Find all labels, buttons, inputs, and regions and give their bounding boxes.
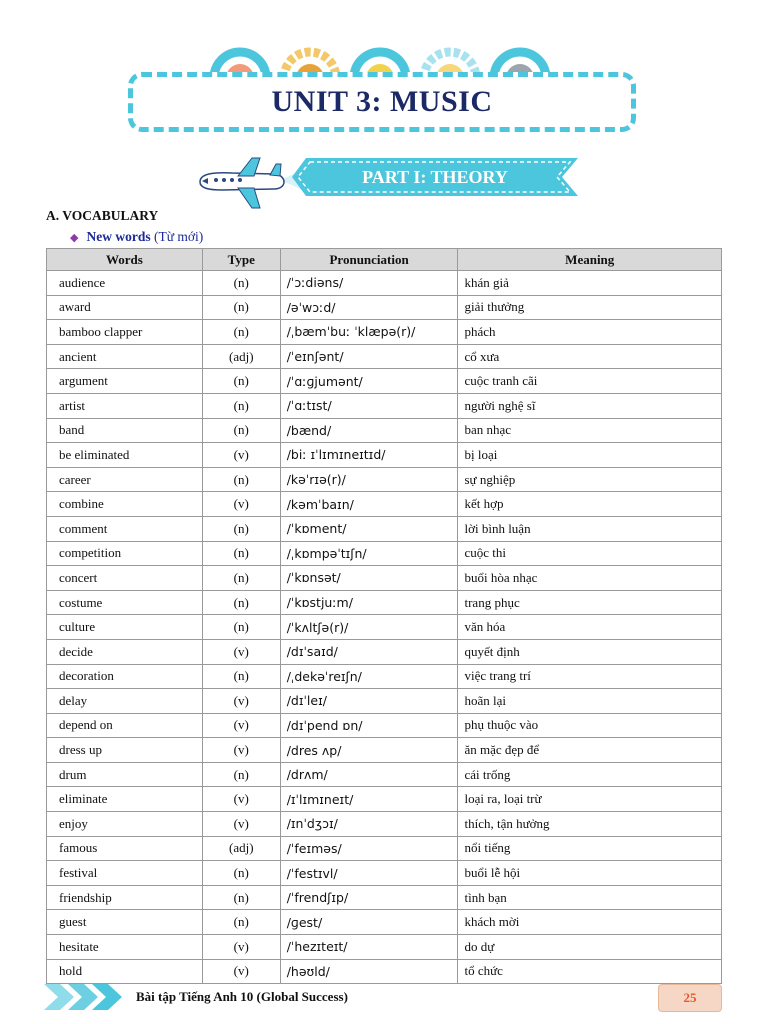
cell-word: hesitate — [47, 935, 203, 960]
cell-word: combine — [47, 492, 203, 517]
cell-pronunciation: /ˌkɒmpəˈtɪʃn/ — [280, 541, 458, 566]
cell-word: decoration — [47, 664, 203, 689]
cell-word: dress up — [47, 738, 203, 763]
cell-pronunciation: /ˈkɒment/ — [280, 516, 458, 541]
cell-type: (v) — [202, 639, 280, 664]
table-row — [47, 738, 722, 763]
cell-word: award — [47, 295, 203, 320]
cell-pronunciation: /ɪnˈdʒɔɪ/ — [280, 812, 458, 837]
cell-type: (n) — [202, 590, 280, 615]
cell-word: band — [47, 418, 203, 443]
cell-pronunciation: /ˈeɪnʃənt/ — [280, 344, 458, 369]
cell-pronunciation: /dɪˈleɪ/ — [280, 689, 458, 714]
cell-word: be eliminated — [47, 443, 203, 468]
cell-word: artist — [47, 393, 203, 418]
cell-type: (n) — [202, 664, 280, 689]
cell-word: decide — [47, 639, 203, 664]
cell-word: career — [47, 467, 203, 492]
cell-type: (v) — [202, 713, 280, 738]
cell-meaning: trang phục — [458, 590, 722, 615]
table-row — [47, 590, 722, 615]
table-row — [47, 566, 722, 591]
table-row — [47, 541, 722, 566]
cell-type: (n) — [202, 615, 280, 640]
table-row — [47, 935, 722, 960]
cell-pronunciation: /ˈkɒnsət/ — [280, 566, 458, 591]
cell-type: (n) — [202, 271, 280, 296]
cell-pronunciation: /ˈɑːtɪst/ — [280, 393, 458, 418]
cell-type: (n) — [202, 418, 280, 443]
cell-type: (v) — [202, 935, 280, 960]
cell-pronunciation: /biː ɪˈlɪmɪneɪtɪd/ — [280, 443, 458, 468]
table-row — [47, 836, 722, 861]
cell-type: (n) — [202, 516, 280, 541]
cell-meaning: ăn mặc đẹp để — [458, 738, 722, 763]
page-number: 25 — [658, 984, 722, 1012]
cell-meaning: cổ xưa — [458, 344, 722, 369]
header-pronunciation: Pronunciation — [280, 249, 458, 271]
cell-type: (n) — [202, 566, 280, 591]
cell-meaning: do dự — [458, 935, 722, 960]
cell-word: concert — [47, 566, 203, 591]
cell-pronunciation: /əˈwɔːd/ — [280, 295, 458, 320]
cell-word: bamboo clapper — [47, 320, 203, 345]
cell-pronunciation: /ˈfrendʃɪp/ — [280, 885, 458, 910]
cell-meaning: buổi hòa nhạc — [458, 566, 722, 591]
cell-pronunciation: /ˌbæmˈbuː ˈklæpə(r)/ — [280, 320, 458, 345]
cell-type: (v) — [202, 787, 280, 812]
cell-type: (n) — [202, 295, 280, 320]
cell-pronunciation: /dres ʌp/ — [280, 738, 458, 763]
cell-meaning: phách — [458, 320, 722, 345]
cell-pronunciation: /ˈkʌltʃə(r)/ — [280, 615, 458, 640]
footer-book-title: Bài tập Tiếng Anh 10 (Global Success) — [136, 989, 348, 1004]
table-row — [47, 344, 722, 369]
cell-word: ancient — [47, 344, 203, 369]
cell-word: culture — [47, 615, 203, 640]
table-row — [47, 492, 722, 517]
cell-meaning: cuộc thi — [458, 541, 722, 566]
cell-type: (adj) — [202, 836, 280, 861]
cell-pronunciation: /ɪˈlɪmɪneɪt/ — [280, 787, 458, 812]
cell-word: argument — [47, 369, 203, 394]
cell-word: comment — [47, 516, 203, 541]
cell-meaning: người nghệ sĩ — [458, 393, 722, 418]
part-banner — [292, 156, 578, 198]
cell-word: competition — [47, 541, 203, 566]
unit-title-box — [128, 72, 636, 132]
cell-meaning: thích, tận hưởng — [458, 812, 722, 837]
cell-meaning: buổi lễ hội — [458, 861, 722, 886]
cell-pronunciation: /dɪˈpend ɒn/ — [280, 713, 458, 738]
new-words-label: New words — [86, 229, 151, 244]
cell-type: (v) — [202, 959, 280, 984]
cell-pronunciation: /ˈfestɪvl/ — [280, 861, 458, 886]
cell-word: festival — [47, 861, 203, 886]
cell-type: (n) — [202, 885, 280, 910]
cell-word: drum — [47, 762, 203, 787]
cell-meaning: loại ra, loại trừ — [458, 787, 722, 812]
section-heading: A. VOCABULARY — [46, 208, 159, 223]
table-row — [47, 885, 722, 910]
table-header-row — [47, 249, 722, 271]
table-row — [47, 787, 722, 812]
table-row — [47, 271, 722, 296]
cell-meaning: cái trống — [458, 762, 722, 787]
table-row — [47, 861, 722, 886]
table-row — [47, 762, 722, 787]
subheading — [70, 229, 203, 245]
vocabulary-table — [46, 248, 722, 984]
cell-type: (n) — [202, 369, 280, 394]
table-row — [47, 910, 722, 935]
cell-meaning: quyết định — [458, 639, 722, 664]
cell-word: eliminate — [47, 787, 203, 812]
table-row — [47, 369, 722, 394]
cell-meaning: việc trang trí — [458, 664, 722, 689]
table-row — [47, 664, 722, 689]
table-row — [47, 639, 722, 664]
cell-word: enjoy — [47, 812, 203, 837]
cell-meaning: khách mời — [458, 910, 722, 935]
cell-meaning: giải thưởng — [458, 295, 722, 320]
cell-type: (v) — [202, 443, 280, 468]
cell-word: delay — [47, 689, 203, 714]
cell-pronunciation: /kəmˈbaɪn/ — [280, 492, 458, 517]
cell-pronunciation: /ˈfeɪməs/ — [280, 836, 458, 861]
cell-type: (n) — [202, 467, 280, 492]
footer-arrows-icon — [44, 982, 130, 1012]
cell-word: guest — [47, 910, 203, 935]
cell-pronunciation: /ˈkɒstjuːm/ — [280, 590, 458, 615]
cell-pronunciation: /ɡest/ — [280, 910, 458, 935]
cell-type: (n) — [202, 320, 280, 345]
cell-meaning: khán giả — [458, 271, 722, 296]
header-type: Type — [202, 249, 280, 271]
table-row — [47, 615, 722, 640]
cell-type: (adj) — [202, 344, 280, 369]
cell-type: (n) — [202, 762, 280, 787]
table-row — [47, 689, 722, 714]
table-row — [47, 812, 722, 837]
table-row — [47, 320, 722, 345]
cell-pronunciation: /ˌdekəˈreɪʃn/ — [280, 664, 458, 689]
cell-pronunciation: /drʌm/ — [280, 762, 458, 787]
cell-meaning: văn hóa — [458, 615, 722, 640]
table-row — [47, 393, 722, 418]
cell-pronunciation: /bænd/ — [280, 418, 458, 443]
cell-type: (n) — [202, 541, 280, 566]
table-row — [47, 418, 722, 443]
cell-pronunciation: /ˈɔːdiəns/ — [280, 271, 458, 296]
part-title: PART I: THEORY — [362, 166, 508, 187]
cell-word: costume — [47, 590, 203, 615]
cell-type: (n) — [202, 910, 280, 935]
cell-pronunciation: /ˈɑːɡjumənt/ — [280, 369, 458, 394]
table-row — [47, 467, 722, 492]
diamond-bullet-icon: ◆ — [70, 232, 79, 244]
cell-word: friendship — [47, 885, 203, 910]
cell-type: (n) — [202, 393, 280, 418]
cell-pronunciation: /kəˈrɪə(r)/ — [280, 467, 458, 492]
cell-meaning: nổi tiếng — [458, 836, 722, 861]
cell-word: audience — [47, 271, 203, 296]
cell-meaning: tình bạn — [458, 885, 722, 910]
table-row — [47, 443, 722, 468]
header-words: Words — [47, 249, 203, 271]
cell-meaning: ban nhạc — [458, 418, 722, 443]
cell-type: (v) — [202, 689, 280, 714]
table-row — [47, 713, 722, 738]
cell-meaning: kết hợp — [458, 492, 722, 517]
cell-meaning: bị loại — [458, 443, 722, 468]
table-row — [47, 959, 722, 984]
cell-pronunciation: /ˈhezɪteɪt/ — [280, 935, 458, 960]
unit-title: UNIT 3: MUSIC — [271, 85, 493, 118]
cell-type: (v) — [202, 738, 280, 763]
table-row — [47, 295, 722, 320]
cell-word: famous — [47, 836, 203, 861]
cell-pronunciation: /həʊld/ — [280, 959, 458, 984]
cell-meaning: lời bình luận — [458, 516, 722, 541]
cell-meaning: phụ thuộc vào — [458, 713, 722, 738]
cell-meaning: sự nghiệp — [458, 467, 722, 492]
cell-word: depend on — [47, 713, 203, 738]
cell-type: (n) — [202, 861, 280, 886]
cell-meaning: hoãn lại — [458, 689, 722, 714]
table-row — [47, 516, 722, 541]
cell-meaning: cuộc tranh cãi — [458, 369, 722, 394]
cell-meaning: tổ chức — [458, 959, 722, 984]
cell-word: hold — [47, 959, 203, 984]
new-words-note: (Từ mới) — [153, 229, 204, 244]
header-meaning: Meaning — [458, 249, 722, 271]
cell-type: (v) — [202, 812, 280, 837]
cell-pronunciation: /dɪˈsaɪd/ — [280, 639, 458, 664]
cell-type: (v) — [202, 492, 280, 517]
